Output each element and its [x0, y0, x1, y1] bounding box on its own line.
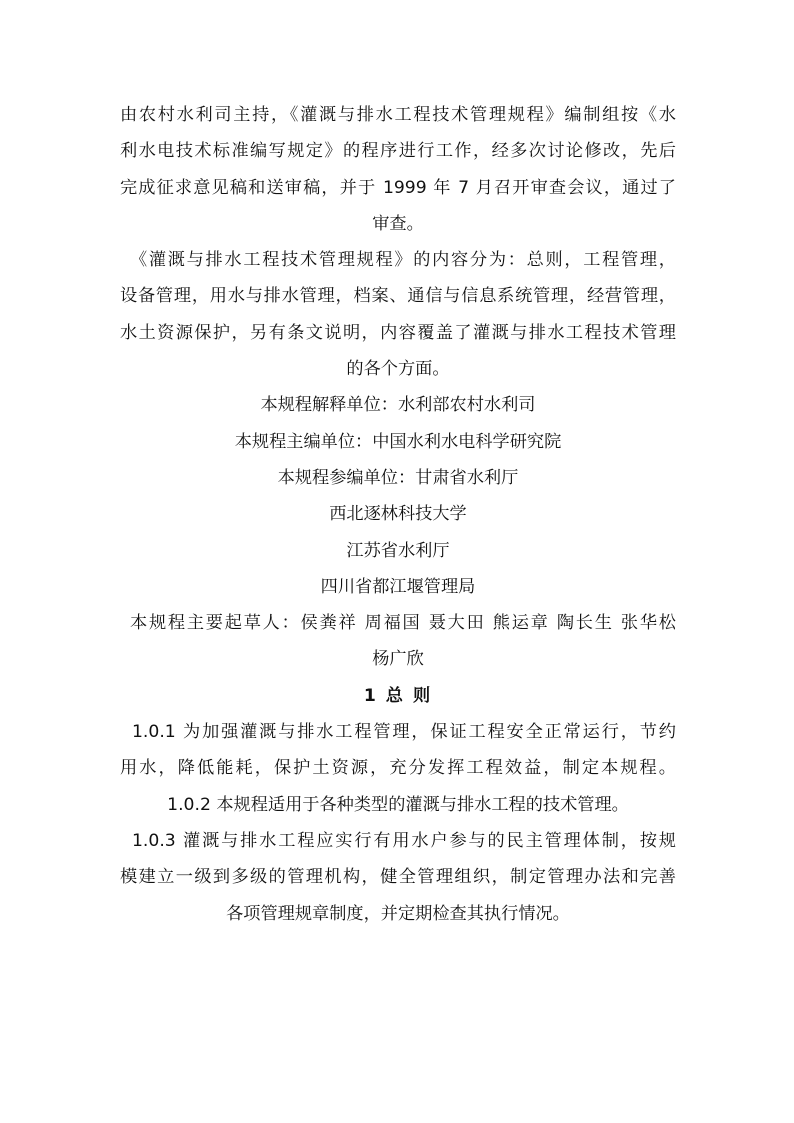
participating-units-label: 本规程参编单位：甘肃省水利厅 — [277, 467, 519, 488]
clause-1-0-3-line-1: 1.0.3 灌溉与排水工程应实行有用水户参与的民主管理体制，按规 — [132, 830, 676, 851]
section-heading: 1 总 则 — [363, 685, 433, 706]
paragraph-2-line-3: 水土资源保护，另有条文说明，内容覆盖了灌溉与排水工程技术管理 — [120, 322, 676, 343]
clause-1-0-3-line-2: 模建立一级到多级的管理机构，健全管理组织，制定管理办法和完善 — [120, 867, 676, 888]
chief-editor-unit: 本规程主编单位：中国水利水电科学研究院 — [234, 431, 562, 452]
paragraph-2-line-1: 《灌溉与排水工程技术管理规程》的内容分为：总则，工程管理， — [130, 250, 676, 271]
interpreting-unit: 本规程解释单位：水利部农村水利司 — [260, 395, 536, 416]
paragraph-1-line-1: 由农村水利司主持，《灌溉与排水工程技术管理规程》编制组按《水 — [120, 105, 676, 125]
clause-1-0-3-line-3: 各项管理规章制度，并定期检查其执行情况。 — [226, 903, 570, 924]
participating-unit-3: 四川省都江堰管理局 — [320, 576, 476, 597]
participating-unit-2: 江苏省水利厅 — [346, 540, 450, 561]
document-body — [120, 97, 676, 932]
clause-1-0-1-line-1: 1.0.1 为加强灌溉与排水工程管理，保证工程安全正常运行，节约 — [132, 722, 676, 743]
paragraph-2-line-2: 设备管理，用水与排水管理，档案、通信与信息系统管理，经营管理， — [120, 286, 676, 307]
drafters-line-1: 本规程主要起草人：侯粪祥 周福国 聂大田 熊运章 陶长生 张华松 — [130, 613, 676, 634]
paragraph-1-line-3: 完成征求意见稿和送审稿，并于 1999 年 7 月召开审查会议，通过了 — [120, 177, 676, 198]
clause-1-0-1-line-2: 用水，降低能耗，保护土资源，充分发挥工程效益，制定本规程。 — [120, 758, 676, 779]
clause-1-0-2: 1.0.2 本规程适用于各种类型的灌溉与排水工程的技术管理。 — [167, 794, 629, 815]
drafters-line-2: 杨广欣 — [372, 649, 424, 670]
paragraph-1-line-2: 利水电技术标准编写规定》的程序进行工作，经多次讨论修改，先后 — [120, 141, 676, 162]
participating-unit-1: 西北逐林科技大学 — [329, 504, 467, 525]
paragraph-2-line-4: 的各个方面。 — [346, 359, 450, 380]
paragraph-1-line-4: 审查。 — [372, 213, 424, 234]
